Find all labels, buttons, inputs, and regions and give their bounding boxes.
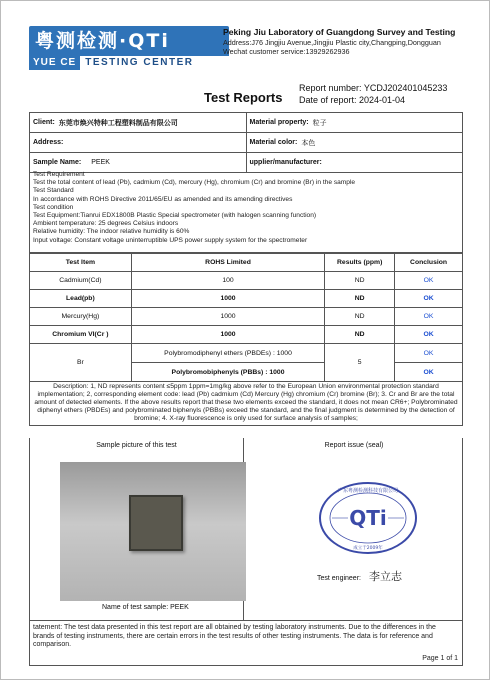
test-item: Lead(pb) [30, 290, 132, 308]
test-item: Br [30, 344, 132, 382]
result-value: ND [325, 290, 395, 308]
result-value: ND [325, 326, 395, 344]
address-cell [30, 133, 246, 152]
sample-photo [60, 462, 246, 601]
req-line: Relative humidity: The indoor relative humidity is 60% [33, 228, 190, 236]
test-engineer [317, 568, 402, 584]
report-meta [299, 82, 447, 106]
req-line: Test condition [33, 203, 74, 211]
sample-caption: Sample picture of this test [96, 442, 177, 449]
address-label: Address: [33, 139, 64, 146]
table-row [30, 308, 463, 326]
engineer-signature: 李立志 [368, 570, 402, 583]
rohs-limit: 1000 [131, 290, 325, 308]
lab-name: Peking Jiu Laboratory of Guangdong Survey and Testing [223, 27, 456, 37]
description: Description: 1, ND represents content ≤5ppm 1ppm=1mg/kg above refer to the European Union environmental protection standard implementation; 2, corresponding element code: lead (Pb) cadmium (Cd) Mercury (Hg) chromium (Cr) bromine (Br); 3. Cr and Br are the total amount of detected elements. If the above results report that these two elements exceed the standard, it does not mean CR6+; Polybrominated diphenyl ethers (PBDEs) and polybrominated biphenyls (PBBs) exceed the standard, and the final judgment is determined by the detection of bromine; 4. X-ray fluorescence is only used for surface analysis of samples; [29, 381, 463, 426]
logo-tc-text: TESTING CENTER [85, 57, 194, 68]
report-date: Date of report: 2024-01-04 [299, 95, 406, 105]
test-item: Chromium VI(Cr ) [30, 326, 132, 344]
company-logo [29, 26, 229, 70]
lab-info [223, 27, 485, 56]
engineer-label: Test engineer: [317, 575, 361, 582]
property-label: Material property: [249, 119, 309, 126]
col-header: Results (ppm) [325, 254, 395, 272]
req-line: Test Equipment:Tianrui EDX1800B Plastic Special spectrometer (with halogen scanning function) [33, 212, 317, 220]
statement-text: tatement: The test data presented in this test report are all obtained by testing laboratory instruments. Due to the differences in the brands of testing instruments, there are certain errors in the test results of other testing instruments. The data is for reference and comparison. [33, 624, 436, 648]
lab-address: Address:J76 Jingjiu Avenue,Jingjiu Plastic city,Changping,Dongguan [223, 38, 441, 47]
seal-text: QTi [349, 506, 387, 530]
rohs-limit: 1000 [131, 326, 325, 344]
client-label: Client: [33, 119, 55, 126]
logo-yc-text: YUE CE [29, 56, 80, 70]
material-property-cell [246, 113, 463, 132]
test-requirements [29, 169, 463, 253]
seal-year: 成立于2009年 [353, 546, 383, 551]
table-row [30, 290, 463, 308]
result-value: 5 [325, 344, 395, 382]
table-row [30, 344, 463, 363]
logo-cn-text: 粤测检测·QTi [29, 26, 229, 56]
results-table [29, 253, 463, 382]
sample-and-seal-section [29, 438, 463, 621]
col-header: Test Item [30, 254, 132, 272]
sample-plate [129, 495, 183, 551]
info-row [30, 133, 462, 153]
client-cell [30, 113, 246, 132]
sample-label: Sample Name: [33, 159, 82, 166]
info-row [30, 113, 462, 133]
report-title: Test Reports [204, 90, 283, 105]
color-value: 本色 [301, 139, 316, 147]
req-line: Test Requirement [33, 171, 85, 178]
sample-value: PEEK [91, 159, 110, 166]
result-value: ND [325, 272, 395, 290]
company-seal-icon [318, 481, 418, 555]
req-line: Test Standard [33, 187, 74, 195]
table-row [30, 326, 463, 344]
table-header-row [30, 254, 463, 272]
footer-statement [29, 621, 463, 666]
sample-name-caption: Name of test sample: PEEK [102, 604, 189, 611]
seal-ring-text: 广东粤测检测科技有限公司 [337, 488, 399, 494]
req-line: Test the total content of lead (Pb), cadmium (Cd), mercury (Hg), chromium (Cr) and bromine (Br) in the sample [33, 179, 356, 187]
conclusion: OK [395, 272, 463, 290]
req-line: In accordance with ROHS Directive 2011/65/EU as amended and its amending directives [33, 195, 293, 203]
col-header: ROHS Limited [131, 254, 325, 272]
conclusion: OK [395, 290, 463, 308]
conclusion: OK [395, 344, 463, 363]
test-item: Cadmium(Cd) [30, 272, 132, 290]
report-number: Report number: YCDJ202401045233 [299, 83, 448, 93]
col-header: Conclusion [395, 254, 463, 272]
client-info-table [29, 112, 463, 173]
property-value: 粒子 [312, 119, 327, 127]
material-color-cell [246, 133, 463, 152]
test-item: Mercury(Hg) [30, 308, 132, 326]
seal-caption: Report issue (seal) [324, 442, 384, 449]
conclusion: OK [395, 326, 463, 344]
req-line: Ambient temperature: 25 degrees Celsius indoors [33, 220, 179, 228]
lab-wechat: Wechat customer service:13929262936 [223, 47, 350, 56]
rohs-limit: 1000 [131, 308, 325, 326]
rohs-limit: 100 [131, 272, 325, 290]
conclusion: OK [395, 363, 463, 382]
pbb-limit: Polybromobiphenyls (PBBs) : 1000 [131, 363, 325, 382]
result-value: ND [325, 308, 395, 326]
color-label: Material color: [249, 139, 298, 146]
table-row [30, 272, 463, 290]
conclusion: OK [395, 308, 463, 326]
page-number: Page 1 of 1 [422, 654, 458, 662]
req-line: Input voltage: Constant voltage uninterruptible UPS power supply system for the spectrometer [33, 236, 308, 244]
supplier-label: upplier/manufacturer: [249, 159, 322, 166]
client-value: 东莞市焕兴特种工程塑料制品有限公司 [58, 119, 178, 127]
pbde-limit: Polybromodiphenyl ethers (PBDEs) : 1000 [131, 344, 325, 363]
